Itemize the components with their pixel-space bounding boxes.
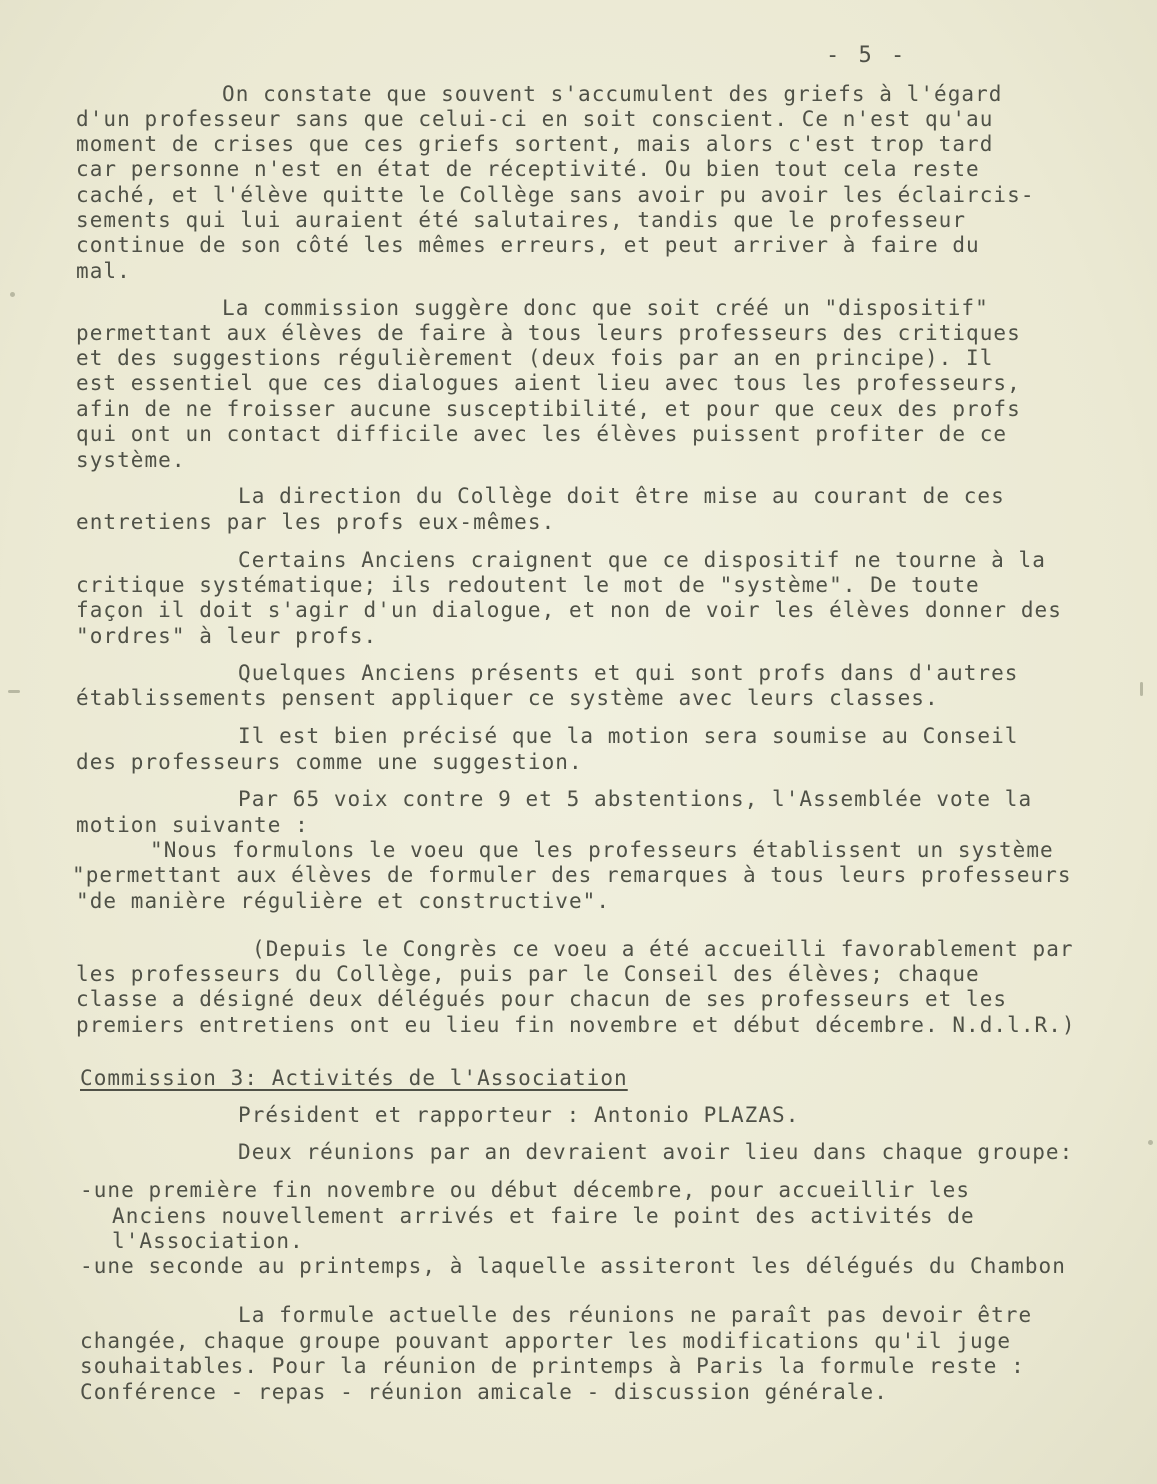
text-line: -une première fin novembre ou début décembre, pour accueillir les [80, 1178, 971, 1202]
text-line: changée, chaque groupe pouvant apporter les modifications qu'il juge [80, 1329, 1012, 1353]
text-line: l'Association. [112, 1229, 304, 1253]
text-line: et des suggestions régulièrement (deux fois par an en principe). Il [76, 346, 994, 370]
text-line: est essentiel que ces dialogues aient lieu avec tous les professeurs, [76, 371, 1021, 395]
text-line: d'un professeur sans que celui-ci en soit conscient. Ce n'est qu'au [76, 107, 994, 131]
text-line: La formule actuelle des réunions ne paraît pas devoir être [238, 1303, 1033, 1327]
section-heading: Commission 3: Activités de l'Association [80, 1066, 628, 1090]
text-line: Certains Anciens craignent que ce dispositif ne tourne à la [238, 548, 1046, 572]
text-line: permettant aux élèves de faire à tous leurs professeurs des critiques [76, 321, 1021, 345]
text-line: mal. [76, 259, 131, 283]
text-line: afin de ne froisser aucune susceptibilité, et pour que ceux des profs [76, 397, 1021, 421]
text-line: premiers entretiens ont eu lieu fin novembre et début décembre. N.d.l.R.) [76, 1013, 1076, 1037]
text-line: "de manière régulière et constructive". [76, 889, 611, 913]
text-line: les professeurs du Collège, puis par le Conseil des élèves; chaque [76, 962, 980, 986]
text-line: -une seconde au printemps, à laquelle assiteront les délégués du Chambon [80, 1254, 1066, 1278]
text-line: "permettant aux élèves de formuler des remarques à tous leurs professeurs [72, 863, 1072, 887]
text-line: Anciens nouvellement arrivés et faire le point des activités de [112, 1204, 975, 1228]
text-line: des professeurs comme une suggestion. [76, 750, 583, 774]
text-line: entretiens par les profs eux-mêmes. [76, 510, 556, 534]
text-line: La commission suggère donc que soit créé un "dispositif" [222, 296, 989, 320]
text-line: car personne n'est en état de réceptivité. Ou bien tout cela reste [76, 157, 980, 181]
page-number: - 5 - [826, 43, 908, 68]
paper-speck [1148, 1140, 1153, 1145]
text-line: motion suivante : [76, 813, 309, 837]
text-line: moment de crises que ces griefs sortent, mais alors c'est trop tard [76, 132, 994, 156]
text-line: établissements pensent appliquer ce système avec leurs classes. [76, 686, 939, 710]
text-line: Il est bien précisé que la motion sera soumise au Conseil [238, 724, 1019, 748]
text-line: (Depuis le Congrès ce voeu a été accueilli favorablement par [252, 937, 1074, 961]
paper-speck [1140, 682, 1143, 696]
text-line: Par 65 voix contre 9 et 5 abstentions, l'Assemblée vote la [238, 787, 1033, 811]
text-line: "ordres" à leur profs. [76, 624, 378, 648]
text-line: système. [76, 448, 186, 472]
text-line: continue de son côté les mêmes erreurs, et peut arriver à faire du [76, 233, 980, 257]
text-line: Deux réunions par an devraient avoir lieu dans chaque groupe: [238, 1140, 1074, 1164]
text-line: classe a désigné deux délégués pour chacun de ses professeurs et les [76, 987, 1008, 1011]
text-line: qui ont un contact difficile avec les élèves puissent profiter de ce [76, 422, 1008, 446]
paper-speck [10, 292, 15, 297]
paper-speck [8, 690, 20, 693]
text-line: caché, et l'élève quitte le Collège sans avoir pu avoir les éclaircis- [76, 183, 1035, 207]
text-line: "Nous formulons le voeu que les professeurs établissent un système [150, 838, 1054, 862]
text-line: Conférence - repas - réunion amicale - discussion générale. [80, 1380, 888, 1404]
text-line: sements qui lui auraient été salutaires, tandis que le professeur [76, 208, 967, 232]
text-line: souhaitables. Pour la réunion de printemps à Paris la formule reste : [80, 1354, 1025, 1378]
text-line: Quelques Anciens présents et qui sont profs dans d'autres [238, 661, 1019, 685]
text-line: La direction du Collège doit être mise au courant de ces [238, 484, 1005, 508]
text-line: critique systématique; ils redoutent le mot de "système". De toute [76, 573, 980, 597]
text-line: façon il doit s'agir d'un dialogue, et non de voir les élèves donner des [76, 598, 1062, 622]
text-line: On constate que souvent s'accumulent des griefs à l'égard [222, 82, 1003, 106]
text-line: Président et rapporteur : Antonio PLAZAS. [238, 1103, 800, 1127]
